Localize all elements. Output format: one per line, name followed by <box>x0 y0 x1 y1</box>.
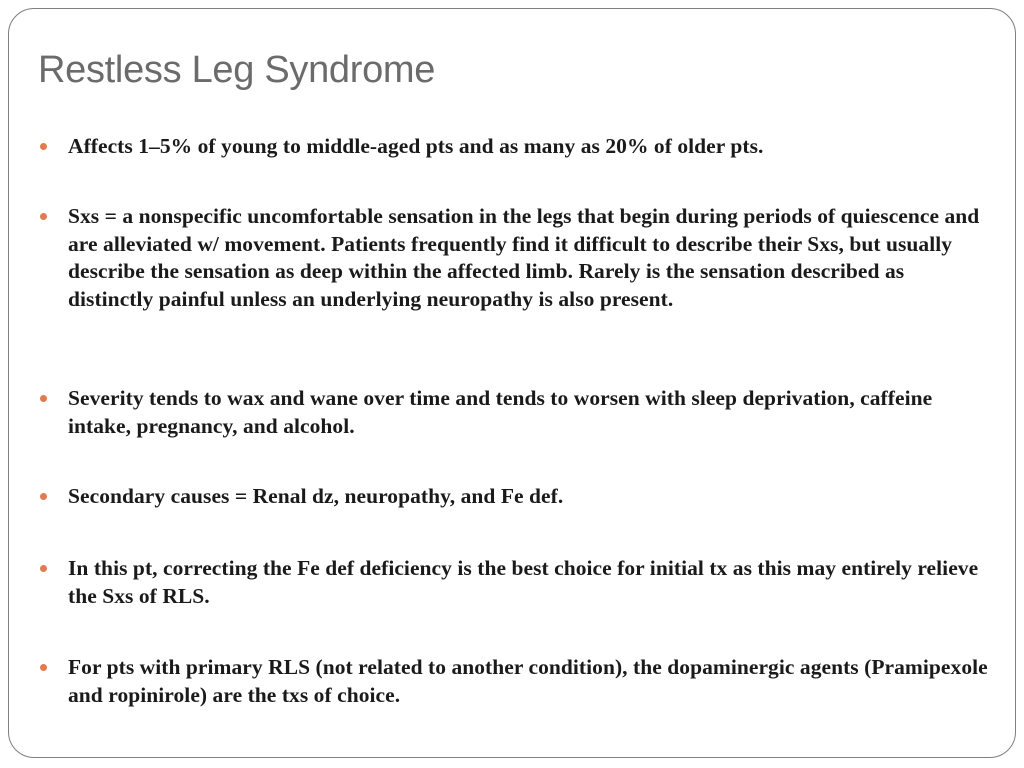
bullet-dot-icon <box>40 395 47 402</box>
slide-title: Restless Leg Syndrome <box>38 49 436 91</box>
bullet-item <box>40 385 988 440</box>
bullet-text: Secondary causes = Renal dz, neuropathy, and Fe def. <box>68 484 564 508</box>
bullet-dot-icon <box>40 565 47 572</box>
bullet-item <box>40 555 988 610</box>
bullet-item <box>40 654 988 709</box>
bullet-text: Sxs = a nonspecific uncomfortable sensation in the legs that begin during periods of quiescence and are alleviated w/ movement. Patients frequently find it difficult to describe their Sxs, but usually describe the sensation as deep within the affected limb. Rarely is the sensation described as distinctly painful unless an underlying neuropathy is also present. <box>68 204 980 311</box>
bullet-dot-icon <box>40 493 47 500</box>
bullet-item <box>40 203 988 313</box>
bullet-text: For pts with primary RLS (not related to another condition), the dopaminergic agents (Pramipexole and ropinirole) are the txs of choice. <box>68 655 988 707</box>
bullet-text: Affects 1–5% of young to middle-aged pts and as many as 20% of older pts. <box>68 134 764 158</box>
bullet-item <box>40 133 988 161</box>
bullet-text: Severity tends to wax and wane over time and tends to worsen with sleep deprivation, caffeine intake, pregnancy, and alcohol. <box>68 386 933 438</box>
bullet-dot-icon <box>40 213 47 220</box>
bullet-dot-icon <box>40 143 47 150</box>
bullet-dot-icon <box>40 664 47 671</box>
bullet-text: In this pt, correcting the Fe def deficiency is the best choice for initial tx as this may entirely relieve the Sxs of RLS. <box>68 556 979 608</box>
bullet-item <box>40 483 988 511</box>
slide <box>8 8 1016 758</box>
